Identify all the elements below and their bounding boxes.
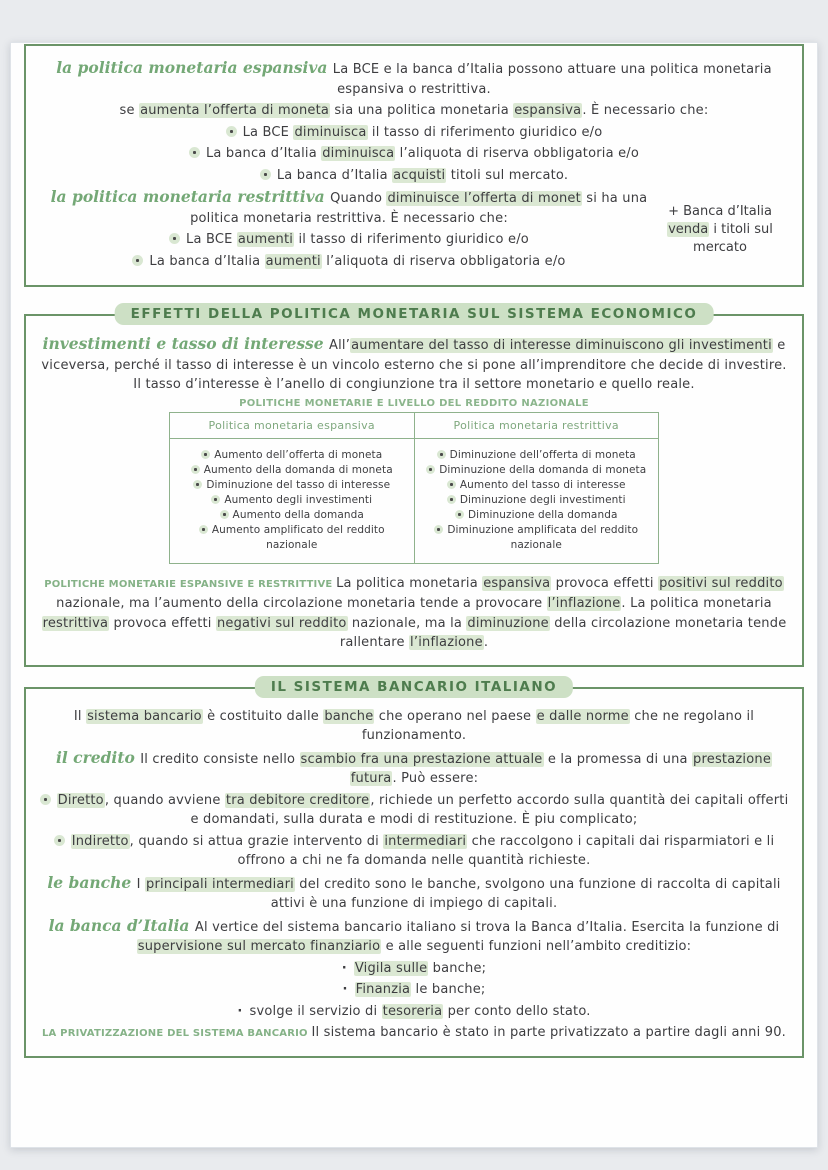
circle-bullet-icon bbox=[201, 450, 210, 459]
table-item: Diminuzione amplificata del reddito nazionale bbox=[421, 523, 653, 553]
circle-bullet-icon bbox=[54, 835, 65, 846]
section-sistema-bancario bbox=[24, 678, 804, 1058]
table-cell-restrittiva bbox=[414, 438, 659, 563]
table-item-nested: Diminuzione degli investimenti bbox=[421, 493, 653, 508]
table-header-restrittiva: Politica monetaria restrittiva bbox=[414, 412, 659, 438]
section-monetary-policy bbox=[24, 44, 804, 287]
notes-page bbox=[10, 42, 818, 1148]
circle-bullet-icon bbox=[434, 525, 443, 534]
circle-bullet-icon bbox=[211, 495, 220, 504]
circle-bullet-icon bbox=[189, 147, 200, 158]
dot-bullet-icon bbox=[342, 982, 354, 997]
paragraph-espansive-restrittive: POLITICHE MONETARIE ESPANSIVE E RESTRITTIVE La politica monetaria espansiva provoca effetti positivi sul reddito nazionale, ma l’aumento della circolazione monetaria tende a provocare l’inflazione. La politica monetaria restrittiva provoca effetti negativi sul reddito nazionale, ma la diminuzione della circolazione monetaria tende rallentare l’inflazione. bbox=[42, 575, 787, 650]
circle-bullet-icon bbox=[169, 233, 180, 244]
table-item: Aumento della domanda di moneta bbox=[176, 463, 408, 478]
table-item: Diminuzione della domanda di moneta bbox=[421, 463, 653, 478]
dot-list-item bbox=[36, 1002, 792, 1022]
bullet-item bbox=[36, 791, 792, 830]
dot-list-item bbox=[36, 980, 792, 1000]
paragraph-banca-italia: la banca d’Italia Al vertice del sistema bancario italiano si trova la Banca d’Italia. Esercita la funzione di supervisione sul mercato finanziario e alle seguenti funzioni nell’ambito creditizio: bbox=[48, 915, 780, 954]
paragraph-restrittiva: la politica monetaria restrittiva Quando diminuisce l’offerta di monet si ha una politica monetaria restrittiva. È necessario che: bbox=[50, 187, 648, 226]
margin-note-banca-italia: + Banca d’Italia venda i titoli sul mercato bbox=[668, 204, 773, 255]
bullet-text: Diretto, quando avviene tra debitore creditore, richiede un perfetto accordo sulla quantità dei capitali offerti e domandati, sulla durata e modi di restituzione. È piu complicato; bbox=[57, 792, 789, 827]
table-header-espansiva: Politica monetaria espansiva bbox=[170, 412, 415, 438]
bullet-text: La banca d’Italia aumenti l’aliquota di riserva obbligatoria e/o bbox=[149, 253, 566, 269]
dot-bullet-icon bbox=[237, 1004, 249, 1019]
paragraph-privatizzazione: LA PRIVATIZZAZIONE DEL SISTEMA BANCARIO Il sistema bancario è stato in parte privatizzato a partire dagli anni 90. bbox=[41, 1025, 786, 1040]
bullet-text: La banca d’Italia diminuisca l’aliquota di riserva obbligatoria e/o bbox=[205, 146, 640, 161]
dot-item-text: Vigila sulle banche; bbox=[354, 960, 487, 976]
circle-bullet-icon bbox=[40, 794, 51, 805]
bullet-text: Indiretto, quando si attua grazie intervento di intermediari che raccolgono i capitali dai risparmiatori e li offrono a chi ne fa domanda nelle quantità richieste. bbox=[71, 833, 775, 868]
bullet-item bbox=[34, 144, 794, 164]
circle-bullet-icon bbox=[455, 510, 464, 519]
section-title: EFFETTI DELLA POLITICA MONETARIA SUL SISTEMA ECONOMICO bbox=[115, 303, 714, 325]
table-item: Aumento dell’offerta di moneta bbox=[176, 448, 408, 463]
bullet-item bbox=[34, 166, 794, 186]
circle-bullet-icon bbox=[437, 450, 446, 459]
circle-bullet-icon bbox=[226, 126, 237, 137]
paragraph-banche: le banche I principali intermediari del credito sono le banche, svolgono una funzione di raccolta di capitali attivi è una funzione di impiego di capitali. bbox=[47, 872, 781, 911]
table-item-nested: Aumento degli investimenti bbox=[176, 493, 408, 508]
table-cell-espansiva bbox=[170, 438, 415, 563]
section-title: IL SISTEMA BANCARIO ITALIANO bbox=[255, 676, 573, 698]
circle-bullet-icon bbox=[199, 525, 208, 534]
table-item: Aumento amplificato del reddito nazionale bbox=[176, 523, 408, 553]
circle-bullet-icon bbox=[260, 169, 271, 180]
section-effetti-politica-monetaria bbox=[24, 306, 804, 667]
table-item: Diminuzione dell’offerta di moneta bbox=[421, 448, 653, 463]
circle-bullet-icon bbox=[193, 480, 202, 489]
paragraph-offerta-moneta: se aumenta l’offerta di moneta sia una politica monetaria espansiva. È necessario che: bbox=[119, 103, 709, 118]
circle-bullet-icon bbox=[447, 480, 456, 489]
table-item-nested: Aumento della domanda bbox=[176, 508, 408, 523]
policy-comparison-table bbox=[169, 412, 659, 564]
circle-bullet-icon bbox=[220, 510, 229, 519]
dot-item-text: Finanzia le banche; bbox=[355, 982, 486, 997]
circle-bullet-icon bbox=[426, 465, 435, 474]
table-header-row bbox=[170, 412, 659, 438]
table-item-nested: Diminuzione della domanda bbox=[421, 508, 653, 523]
table-item: Diminuzione del tasso di interesse bbox=[176, 478, 408, 493]
subsection-restrittiva bbox=[34, 187, 794, 271]
circle-bullet-icon bbox=[132, 255, 143, 266]
paragraph-investimenti: investimenti e tasso di interesse All’aumentare del tasso di interesse diminuiscono gli investimenti e viceversa, perché il tasso di interesse è un vincolo esterno che si pone all’imprenditore che decide di investire. Il tasso d’interesse è l’anello di congiunzione tra il settore monetario e quello reale. bbox=[41, 334, 787, 392]
bullet-item bbox=[34, 123, 794, 143]
paragraph-sistema-bancario: Il sistema bancario è costituito dalle banche che operano nel paese e dalle norme che ne regolano il funzionamento. bbox=[73, 708, 755, 743]
circle-bullet-icon bbox=[447, 495, 456, 504]
paragraph-credito: il credito Il credito consiste nello scambio fra una prestazione attuale e la promessa di una prestazione futura. Può essere: bbox=[55, 747, 772, 786]
bullet-text: La BCE diminuisca il tasso di riferimento giuridico e/o bbox=[242, 124, 603, 140]
dot-bullet-icon bbox=[342, 961, 354, 976]
paragraph-espansiva: la politica monetaria espansiva La BCE e la banca d’Italia possono attuare una politica monetaria espansiva o restrittiva. bbox=[56, 58, 772, 97]
bullet-item bbox=[36, 832, 792, 871]
bullet-text: La BCE aumenti il tasso di riferimento giuridico e/o bbox=[186, 232, 529, 247]
circle-bullet-icon bbox=[191, 465, 200, 474]
table-body-row bbox=[170, 438, 659, 563]
table-item: Aumento del tasso di interesse bbox=[421, 478, 653, 493]
table-caption: POLITICHE MONETARIE E LIVELLO DEL REDDITO NAZIONALE bbox=[239, 397, 589, 409]
dot-list-item bbox=[36, 959, 792, 979]
bullet-text: La banca d’Italia acquisti titoli sul mercato. bbox=[276, 167, 569, 183]
dot-item-text: svolge il servizio di tesoreria per conto dello stato. bbox=[249, 1003, 591, 1019]
